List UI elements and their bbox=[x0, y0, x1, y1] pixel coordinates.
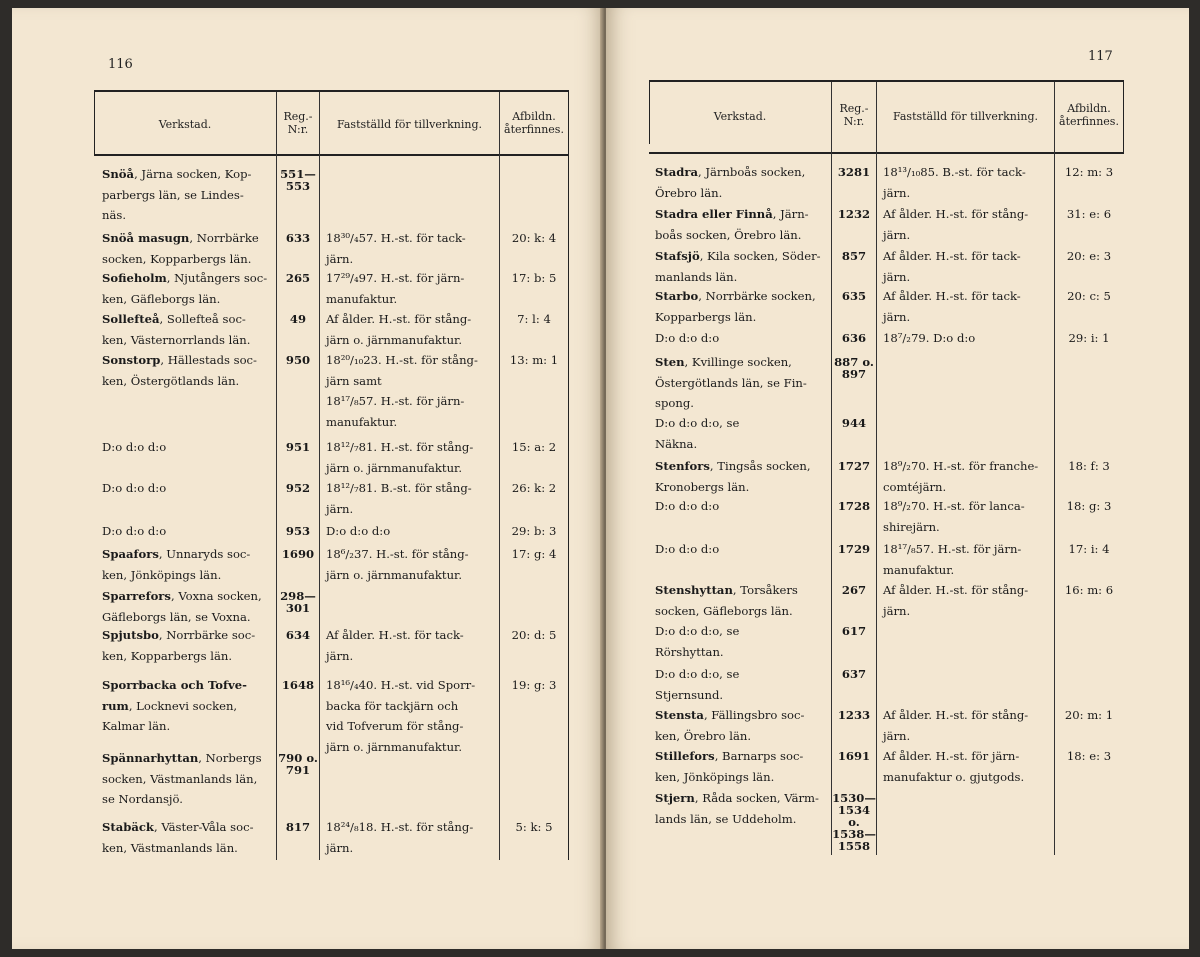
cell-afbildn: 26: k: 2 bbox=[511, 481, 557, 495]
cell-verkstad: D:o d:o d:o, se Stjernsund. bbox=[655, 667, 740, 702]
cell-reg-number: 551— 553 bbox=[280, 167, 316, 193]
header-faststalld: Fastställd för tillverkning. bbox=[892, 110, 1038, 123]
cell-afbildn: 16: m: 6 bbox=[1064, 583, 1114, 597]
cell-reg-number: 1233 bbox=[837, 708, 871, 722]
cell-reg-number: 1648 bbox=[281, 678, 315, 692]
cell-faststalld: 18¹⁷/₈57. H.-st. för järn- manufaktur. bbox=[883, 542, 1022, 577]
cell-afbildn: 12: m: 3 bbox=[1064, 165, 1114, 179]
cell-verkstad: Spännarhyttan, Norbergs socken, Västmanlands län, se Nordansjö. bbox=[102, 751, 262, 807]
cell-verkstad: Stenfors, Tingsås socken, Kronobergs län. bbox=[655, 459, 811, 494]
cell-reg-number: 633 bbox=[285, 231, 311, 245]
cell-verkstad: D:o d:o d:o bbox=[655, 542, 720, 556]
header-faststalld: Fastställd för tillverkning. bbox=[336, 118, 482, 131]
cell-faststalld: Af ålder. H.-st. för stång- järn o. järnmanufaktur. bbox=[326, 312, 472, 347]
page-number: 117 bbox=[1088, 49, 1113, 64]
cell-faststalld: Af ålder. H.-st. för tack- järn. bbox=[883, 289, 1021, 324]
cell-reg-number: 265 bbox=[285, 271, 311, 285]
cell-verkstad: Snöå masugn, Norrbärke socken, Kopparbergs län. bbox=[102, 231, 259, 266]
cell-verkstad: Stjern, Råda socken, Värm- lands län, se Uddeholm. bbox=[655, 791, 819, 826]
cell-reg-number: 298— 301 bbox=[280, 589, 316, 615]
cell-afbildn: 5: k: 5 bbox=[515, 820, 553, 834]
cell-faststalld: 18²⁴/₈18. H.-st. för stång- järn. bbox=[326, 820, 474, 855]
cell-afbildn: 18: f: 3 bbox=[1068, 459, 1110, 473]
cell-reg-number: 637 bbox=[841, 667, 867, 681]
right-table bbox=[649, 80, 1124, 855]
cell-reg-number: 634 bbox=[285, 628, 311, 642]
cell-afbildn: 31: e: 6 bbox=[1066, 207, 1112, 221]
cell-reg-number: 952 bbox=[285, 481, 311, 495]
cell-afbildn: 20: d: 5 bbox=[511, 628, 557, 642]
cell-verkstad: Sparrefors, Voxna socken, Gäfleborgs län, se Voxna. bbox=[102, 589, 262, 624]
cell-faststalld: D:o d:o d:o bbox=[326, 524, 391, 538]
cell-faststalld: 18⁹/₂70. H.-st. för lanca- shirejärn. bbox=[883, 499, 1025, 534]
cell-faststalld: 18¹³/₁₀85. B.-st. för tack- järn. bbox=[883, 165, 1026, 200]
cell-faststalld: Af ålder. H.-st. för tack- järn. bbox=[883, 249, 1021, 284]
header-verkstad: Verkstad. bbox=[158, 118, 212, 131]
right-page bbox=[606, 8, 1189, 949]
left-table bbox=[94, 90, 569, 860]
cell-afbildn: 17: g: 4 bbox=[511, 547, 557, 561]
cell-reg-number: 1530— 1534 o. 1538— 1558 bbox=[832, 791, 876, 853]
cell-afbildn: 7: l: 4 bbox=[517, 312, 551, 326]
cell-faststalld: 18¹²/₇81. H.-st. för stång- järn o. järnmanufaktur. bbox=[326, 440, 474, 475]
cell-afbildn: 15: a: 2 bbox=[511, 440, 557, 454]
cell-reg-number: 790 o. 791 bbox=[278, 751, 318, 777]
cell-verkstad: Sofieholm, Njutångers soc- ken, Gäfleborgs län. bbox=[102, 271, 268, 306]
cell-faststalld: 18²⁰/₁₀23. H.-st. för stång- järn samt 18¹⁷/₈57. H.-st. för järn- manufaktur. bbox=[326, 353, 478, 429]
cell-verkstad: Sonstorp, Hällestads soc- ken, Östergötlands län. bbox=[102, 353, 257, 388]
cell-reg-number: 953 bbox=[285, 524, 311, 538]
cell-reg-number: 1728 bbox=[837, 499, 871, 513]
cell-verkstad: Stillefors, Barnarps soc- ken, Jönköpings län. bbox=[655, 749, 804, 784]
cell-verkstad: Stadra eller Finnå, Järn- boås socken, Örebro län. bbox=[655, 207, 809, 242]
cell-verkstad: Stensta, Fällingsbro soc- ken, Örebro län. bbox=[655, 708, 805, 743]
cell-reg-number: 950 bbox=[285, 353, 311, 367]
cell-verkstad: D:o d:o d:o bbox=[102, 524, 167, 538]
cell-verkstad: Stafsjö, Kila socken, Söder- manlands län. bbox=[655, 249, 821, 284]
cell-faststalld: 18⁹/₂70. H.-st. för franche- comtéjärn. bbox=[883, 459, 1039, 494]
cell-reg-number: 636 bbox=[841, 331, 867, 345]
cell-verkstad: D:o d:o d:o bbox=[655, 331, 720, 345]
cell-reg-number: 1690 bbox=[281, 547, 315, 561]
cell-faststalld: Af ålder. H.-st. för stång- järn. bbox=[883, 207, 1029, 242]
cell-reg-number: 887 o. 897 bbox=[834, 355, 874, 381]
cell-verkstad: Spjutsbo, Norrbärke soc- ken, Kopparbergs län. bbox=[102, 628, 256, 663]
page-number: 116 bbox=[108, 57, 133, 72]
cell-faststalld: 18³⁰/₄57. H.-st. för tack- järn. bbox=[326, 231, 466, 266]
cell-reg-number: 817 bbox=[285, 820, 311, 834]
cell-afbildn: 17: i: 4 bbox=[1068, 542, 1110, 556]
cell-reg-number: 951 bbox=[285, 440, 311, 454]
cell-reg-number: 1729 bbox=[837, 542, 871, 556]
cell-verkstad: D:o d:o d:o bbox=[102, 440, 167, 454]
left-page bbox=[12, 8, 604, 949]
cell-faststalld: Af ålder. H.-st. för järn- manufaktur o. gjutgods. bbox=[883, 749, 1025, 784]
cell-afbildn: 29: b: 3 bbox=[511, 524, 557, 538]
cell-verkstad: D:o d:o d:o bbox=[655, 499, 720, 513]
cell-verkstad: Stenshyttan, Torsåkers socken, Gäfleborgs län. bbox=[655, 583, 798, 618]
cell-afbildn: 20: e: 3 bbox=[1066, 249, 1112, 263]
cell-reg-number: 3281 bbox=[837, 165, 871, 179]
cell-reg-number: 635 bbox=[841, 289, 867, 303]
cell-reg-number: 1691 bbox=[837, 749, 871, 763]
cell-afbildn: 18: g: 3 bbox=[1066, 499, 1112, 513]
cell-afbildn: 20: k: 4 bbox=[511, 231, 557, 245]
cell-verkstad: Spaafors, Unnaryds soc- ken, Jönköpings län. bbox=[102, 547, 251, 582]
cell-faststalld: 18⁶/₂37. H.-st. för stång- järn o. järnmanufaktur. bbox=[326, 547, 469, 582]
cell-verkstad: D:o d:o d:o bbox=[102, 481, 167, 495]
cell-verkstad: D:o d:o d:o, se Rörshyttan. bbox=[655, 624, 740, 659]
cell-reg-number: 857 bbox=[841, 249, 867, 263]
cell-afbildn: 20: m: 1 bbox=[1064, 708, 1114, 722]
cell-verkstad: Stadra, Järnboås socken, Örebro län. bbox=[655, 165, 806, 200]
cell-faststalld: 18⁷/₂79. D:o d:o bbox=[883, 331, 976, 345]
header-afbildn: Afbildn. återfinnes. bbox=[504, 110, 564, 136]
cell-faststalld: 18¹²/₇81. B.-st. för stång- järn. bbox=[326, 481, 472, 516]
cell-verkstad: Sollefteå, Sollefteå soc- ken, Västernorrlands län. bbox=[102, 312, 251, 347]
cell-faststalld: Af ålder. H.-st. för tack- järn. bbox=[326, 628, 464, 663]
cell-afbildn: 17: b: 5 bbox=[511, 271, 557, 285]
cell-reg-number: 49 bbox=[289, 312, 307, 326]
cell-afbildn: 20: c: 5 bbox=[1067, 289, 1111, 303]
cell-verkstad: D:o d:o d:o, se Näkna. bbox=[655, 416, 740, 451]
cell-faststalld: 18¹⁶/₄40. H.-st. vid Sporr- backa för tackjärn och vid Tofverum för stång- järn o. järnmanufaktur. bbox=[326, 678, 476, 754]
cell-verkstad: Stabäck, Väster-Våla soc- ken, Västmanlands län. bbox=[102, 820, 254, 855]
header-reg: Reg.- N:r. bbox=[283, 110, 313, 136]
cell-afbildn: 18: e: 3 bbox=[1066, 749, 1112, 763]
header-reg: Reg.- N:r. bbox=[839, 102, 869, 128]
header-afbildn: Afbildn. återfinnes. bbox=[1059, 102, 1119, 128]
cell-reg-number: 944 bbox=[841, 416, 867, 430]
cell-verkstad: Starbo, Norrbärke socken, Kopparbergs län. bbox=[655, 289, 816, 324]
cell-faststalld: 17²⁹/₄97. H.-st. för järn- manufaktur. bbox=[326, 271, 465, 306]
cell-verkstad: Sten, Kvillinge socken, Östergötlands län, se Fin- spong. bbox=[655, 355, 807, 411]
cell-verkstad: Snöå, Järna socken, Kop- parbergs län, se Lindes- näs. bbox=[102, 167, 252, 223]
cell-afbildn: 13: m: 1 bbox=[509, 353, 559, 367]
cell-reg-number: 1727 bbox=[837, 459, 871, 473]
header-verkstad: Verkstad. bbox=[713, 110, 767, 123]
cell-afbildn: 29: i: 1 bbox=[1068, 331, 1110, 345]
cell-reg-number: 267 bbox=[841, 583, 867, 597]
cell-faststalld: Af ålder. H.-st. för stång- järn. bbox=[883, 583, 1029, 618]
cell-reg-number: 617 bbox=[841, 624, 867, 638]
cell-afbildn: 19: g: 3 bbox=[511, 678, 557, 692]
cell-verkstad: Sporrbacka och Tofve- rum, Locknevi socken, Kalmar län. bbox=[102, 678, 247, 734]
cell-reg-number: 1232 bbox=[837, 207, 871, 221]
cell-faststalld: Af ålder. H.-st. för stång- järn. bbox=[883, 708, 1029, 743]
